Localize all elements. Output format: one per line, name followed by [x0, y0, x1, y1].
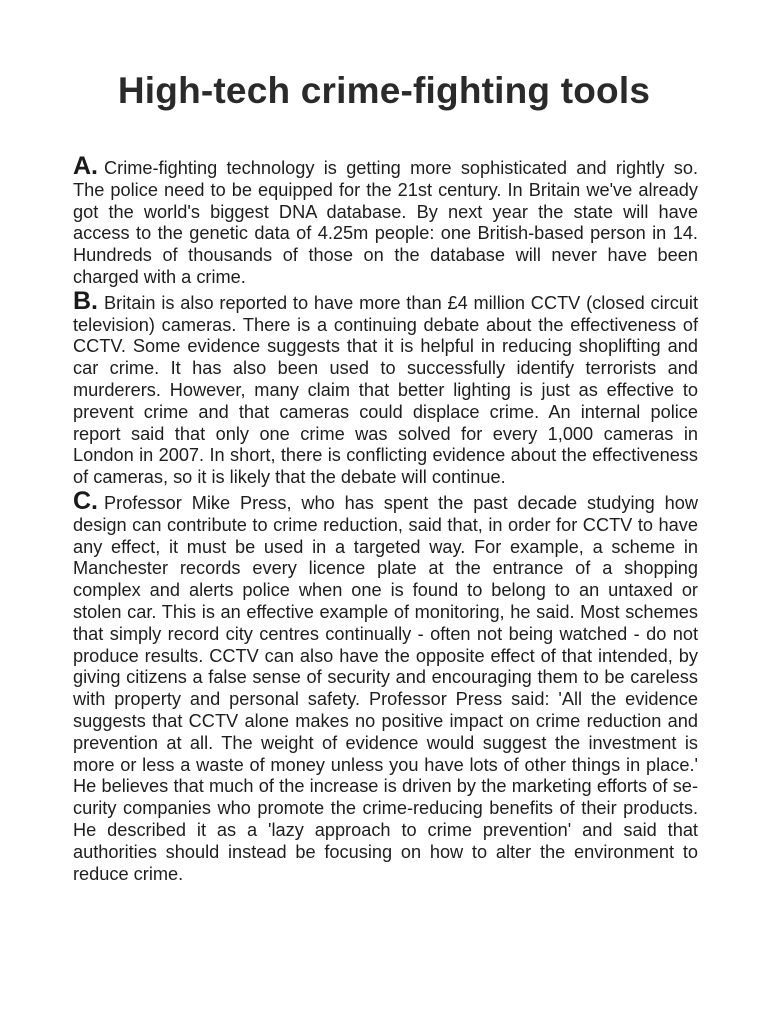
paragraph-b: [73, 286, 698, 489]
paragraph-letter: B.: [73, 286, 98, 315]
paragraph-letter: A.: [73, 152, 98, 180]
paragraph-text: Britain is also reported to have more than £4 million CCTV (closed circuit television) cameras. There is a continuing debate about the effectiveness of CCTV. Some evidence suggests that it is helpful in reducing shoplifting and car crime. It has also been used to successfully identify terrorists and murderers. However, many claim that better lighting is just as effective to prevent crime and that cameras could displace crime. An internal police report said that only one crime was solved for every 1,000 cameras in London in 2007. In short, there is conflicting evidence about the effectiveness of cameras, so it is likely that the debate will continue.: [73, 292, 698, 488]
paragraph-a: [73, 152, 698, 289]
paragraph-text: Crime-fighting technology is getting more sophisticated and rightly so. The police need to be equipped for the 21st century. In Britain we've already got the world's biggest DNA database. By next year the state will have access to the genetic data of 4.25m people: one British-based person in 14. Hundreds of thousands of those on the database will never have been charged with a crime.: [73, 158, 698, 287]
page-title: High-tech crime-fighting tools: [117, 70, 651, 111]
article-body: [73, 152, 698, 888]
paragraph-letter: C.: [73, 486, 98, 515]
paragraph-text: Professor Mike Press, who has spent the past decade studying how design can contribute to crime reduction, said that, in order for CCTV to have any effect, it must be used in a targeted way. For example, a scheme in Manchester records every licence plate at the entrance of a shopping complex and alerts police when one is found to belong to an untaxed or stolen car. This is an effective example of monitoring, he said. Most schemes that simply record city centres continually - often not being watched - do not produce results. CCTV can also have the opposite effect of that intended, by giving citizens a false sense of security and encouraging them to be careless with property and personal safety. Professor Press said: 'All the evidence suggests that CCTV alone makes no positive impact on crime reduction and prevention at all. The weight of evidence would suggest the investment is more or less a waste of money unless you have lots of other things in place.' He believes that much of the increase is driven by the marketing efforts of security companies who promote the crime-reducing benefits of their products. He described it as a 'lazy approach to crime prevention' and said that authorities should instead be focusing on how to alter the environment to reduce crime.: [73, 492, 698, 884]
paragraph-c: [73, 486, 698, 885]
